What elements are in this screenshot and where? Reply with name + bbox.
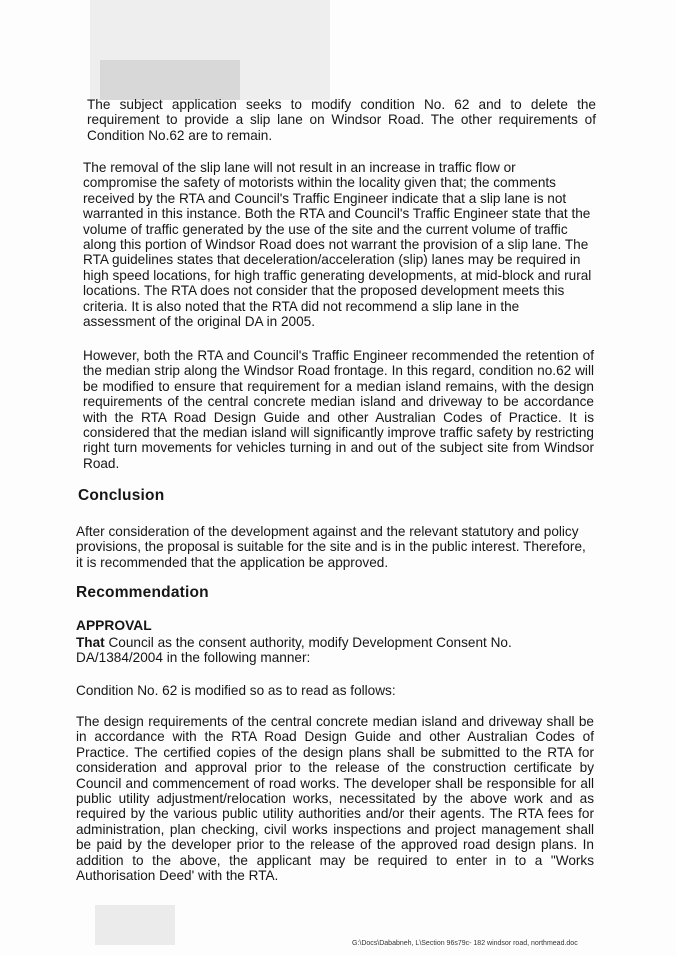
- approval-resolution-text: Council as the consent authority, modify Development Consent No. DA/1384/2004 in the following manner:: [76, 635, 512, 666]
- that-word: That: [76, 635, 105, 650]
- paragraph-conclusion: After consideration of the development against and the relevant statutory and policy provisions, the proposal is suitable for the site and is in the public interest. Therefore, it is recommended that the application be approved.: [76, 524, 586, 570]
- conclusion-heading: Conclusion: [78, 487, 165, 504]
- paragraph-modify-condition: The subject application seeks to modify condition No. 62 and to delete the requirement to provide a slip lane on Windsor Road. The other requirements of Condition No.62 are to remain.: [87, 97, 596, 143]
- approval-heading: APPROVAL: [76, 618, 152, 633]
- paragraph-approval-resolution: [76, 635, 546, 666]
- scan-shading: [100, 60, 240, 100]
- paragraph-condition-62: Condition No. 62 is modified so as to read as follows:: [76, 683, 396, 698]
- footer-file-path: G:\Docs\Dababneh, L\Section 96s79c- 182 windsor road, northmead.doc: [352, 940, 578, 947]
- paragraph-condition-62-text: The design requirements of the central concrete median island and driveway shall be in accordance with the RTA Road Design Guide and other Australian Codes of Practice. The certified copies of the design plans shall be submitted to the RTA for consideration and approval prior to the release of the construction certificate by Council and commencement of road works. The developer shall be responsible for all public utility adjustment/relocation works, necessitated by the above work and as required by the various public utility authorities and/or their agents. The RTA fees for administration, plan checking, civil works inspections and project management shall be paid by the developer prior to the release of the approved road design plans. In addition to the above, the applicant may be required to enter in to a "Works Authorisation Deed' with the RTA.: [76, 714, 594, 884]
- paragraph-slip-lane-removal: The removal of the slip lane will not result in an increase in traffic flow or compromise the safety of motorists within the locality given that; the comments received by the RTA and Council's Traffic Engineer indicate that a slip lane is not warranted in this instance. Both the RTA and Council's Traffic Engineer state that the volume of traffic generated by the use of the site and the current volume of traffic along this portion of Windsor Road does not warrant the provision of a slip lane. The RTA guidelines states that deceleration/acceleration (slip) lanes may be required in high speed locations, for high traffic generating developments, at mid-block and rural locations. The RTA does not consider that the proposed development meets this criteria. It is also noted that the RTA did not recommend a slip lane in the assessment of the original DA in 2005.: [83, 160, 592, 330]
- recommendation-heading: Recommendation: [76, 584, 209, 601]
- paragraph-median-strip: However, both the RTA and Council's Traffic Engineer recommended the retention of the median strip along the Windsor Road frontage. In this regard, condition no.62 will be modified to ensure that requirement for a median island remains, with the design requirements of the central concrete median island and driveway to be accordance with the RTA Road Design Guide and other Australian Codes of Practice. It is considered that the median island will significantly improve traffic safety by restricting right turn movements for vehicles turning in and out of the subject site from Windsor Road.: [83, 348, 594, 471]
- scan-shading: [95, 905, 175, 945]
